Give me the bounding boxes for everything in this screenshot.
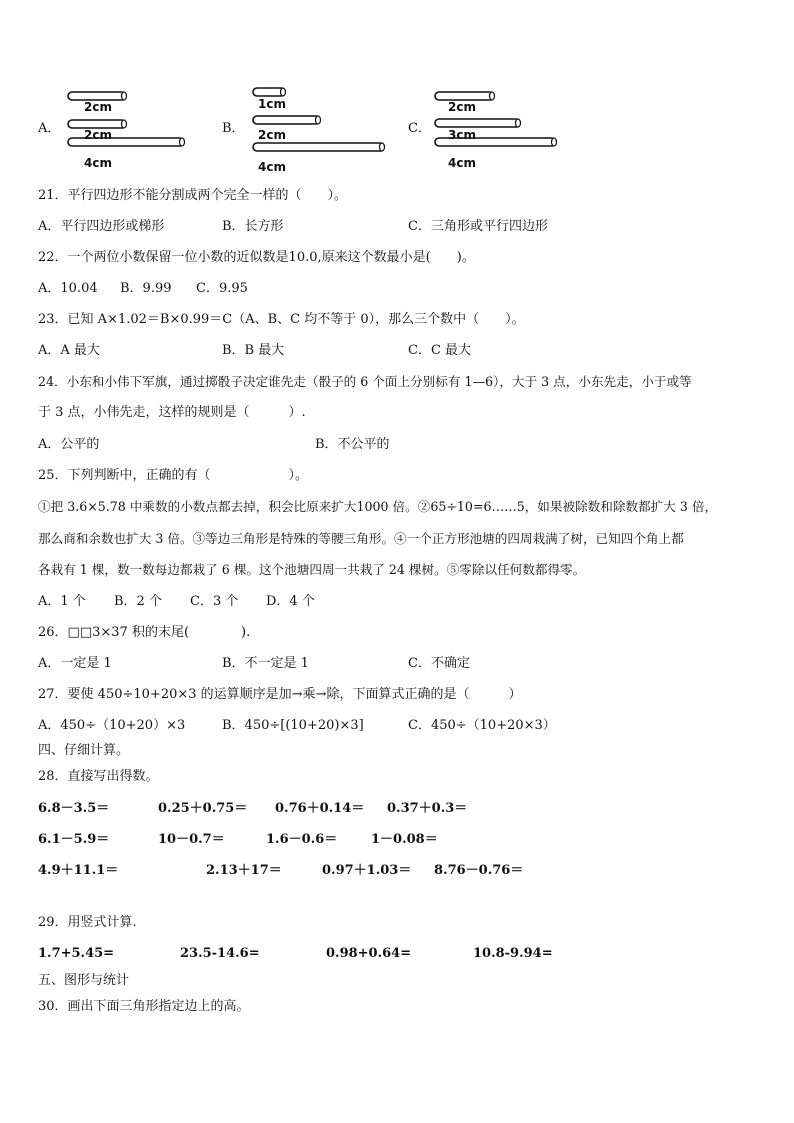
rod-a-label-3: 4cm xyxy=(84,156,112,170)
q29-item-2: 23.5-14.6= xyxy=(180,946,260,961)
q28-r2-c4: 1－0.08＝ xyxy=(371,832,438,847)
rod-a-label-2: 2cm xyxy=(84,128,112,142)
rod-b-1 xyxy=(253,88,286,96)
q25-option-b[interactable]: B．2 个 xyxy=(114,594,162,609)
q22-option-c[interactable]: C．9.95 xyxy=(196,281,248,296)
q28-r1-c3: 0.76＋0.14＝ xyxy=(275,801,365,816)
q27-option-b[interactable]: B．450÷[(10+20)×3] xyxy=(222,718,364,733)
rod-option-c-letter[interactable]: C． xyxy=(408,121,431,136)
rod-a-1 xyxy=(68,92,127,100)
q26-option-b[interactable]: B．不一定是 1 xyxy=(222,656,309,671)
q24-stem-line1: 24．小东和小伟下军旗，通过掷骰子决定谁先走（骰子的 6 个面上分别标有 1—6），大于 3 点，小东先走，小于或等 xyxy=(38,374,692,389)
q25-option-d[interactable]: D．4 个 xyxy=(266,594,315,609)
q28-stem: 28．直接写出得数。 xyxy=(38,769,159,784)
q27-option-c[interactable]: C．450÷（10+20×3） xyxy=(408,718,556,733)
rod-b-label-3: 4cm xyxy=(258,160,286,174)
q28-r3-c4: 8.76－0.76＝ xyxy=(434,863,524,878)
q22-option-b[interactable]: B．9.99 xyxy=(120,281,172,296)
q28-r2-c3: 1.6－0.6＝ xyxy=(266,832,338,847)
q27-stem: 27．要使 450÷10+20×3 的运算顺序是加→乘→除，下面算式正确的是（ ） xyxy=(38,687,522,702)
rod-c-2 xyxy=(435,119,521,127)
q26-option-a[interactable]: A．一定是 1 xyxy=(38,656,112,671)
section-4-heading: 四、仔细计算。 xyxy=(38,743,130,758)
q28-r1-c4: 0.37＋0.3＝ xyxy=(387,801,468,816)
q29-stem: 29．用竖式计算. xyxy=(38,915,137,930)
rod-a-label-1: 2cm xyxy=(84,100,112,114)
q24-option-a[interactable]: A．公平的 xyxy=(38,437,100,452)
q29-item-3: 0.98+0.64= xyxy=(326,946,412,961)
rod-option-a-letter[interactable]: A． xyxy=(38,121,61,136)
q28-r3-c2: 2.13＋17＝ xyxy=(206,863,282,878)
rod-b-3 xyxy=(253,143,385,151)
q27-option-a[interactable]: A．450÷（10+20）×3 xyxy=(38,718,186,733)
rod-figures xyxy=(0,0,794,180)
q21-stem: 21．平行四边形不能分割成两个完全一样的（ ）。 xyxy=(38,188,348,203)
q28-r1-c1: 6.8－3.5＝ xyxy=(38,801,110,816)
q26-stem: 26．□□3×37 积的末尾( ). xyxy=(38,625,251,640)
q21-option-c[interactable]: C．三角形或平行四边形 xyxy=(408,219,548,234)
q23-option-b[interactable]: B．B 最大 xyxy=(222,343,285,358)
rod-c-label-1: 2cm xyxy=(448,100,476,114)
q25-option-a[interactable]: A．1 个 xyxy=(38,594,86,609)
q24-stem-line2: 于 3 点，小伟先走，这样的规则是（ ）. xyxy=(38,405,306,420)
q25-body-line1: ①把 3.6×5.78 中乘数的小数点都去掉，积会比原来扩大1000 倍。②65÷10=6……5，如果被除数和除数都扩大 3 倍， xyxy=(38,499,718,514)
rod-option-b-letter[interactable]: B． xyxy=(222,121,245,136)
q22-stem: 22．一个两位小数保留一位小数的近似数是10.0,原来这个数最小是( )。 xyxy=(38,250,475,265)
q28-r3-c1: 4.9＋11.1＝ xyxy=(38,863,119,878)
section-5-heading: 五、图形与统计 xyxy=(38,973,130,988)
q21-option-b[interactable]: B．长方形 xyxy=(222,219,284,234)
q26-option-c[interactable]: C．不确定 xyxy=(408,656,470,671)
q25-body-line3: 各栽有 1 棵，数一数每边都栽了 6 棵。这个池塘四周一共栽了 24 棵树。⑤零除以任何数都得零。 xyxy=(38,562,586,577)
q25-stem: 25．下列判断中，正确的有（ ）。 xyxy=(38,468,309,483)
q22-option-a[interactable]: A．10.04 xyxy=(38,281,98,296)
q23-option-a[interactable]: A．A 最大 xyxy=(38,343,100,358)
rod-a-2 xyxy=(68,120,127,128)
rod-c-1 xyxy=(435,92,495,100)
q30-stem: 30．画出下面三角形指定边上的高。 xyxy=(38,999,250,1014)
q24-option-b[interactable]: B．不公平的 xyxy=(315,437,390,452)
rod-b-2 xyxy=(253,116,321,124)
q29-item-4: 10.8-9.94= xyxy=(473,946,553,961)
q21-option-a[interactable]: A．平行四边形或梯形 xyxy=(38,219,165,234)
q28-r2-c1: 6.1－5.9＝ xyxy=(38,832,110,847)
rod-c-label-3: 4cm xyxy=(448,156,476,170)
rod-c-label-2: 3cm xyxy=(448,128,476,142)
rod-b-label-2: 2cm xyxy=(258,128,286,142)
q28-r3-c3: 0.97＋1.03＝ xyxy=(322,863,412,878)
q29-item-1: 1.7+5.45= xyxy=(38,946,115,961)
q28-r1-c2: 0.25＋0.75＝ xyxy=(158,801,248,816)
q23-stem: 23．已知 A×1.02＝B×0.99＝C（A、B、C 均不等于 0），那么三个数中（ ）。 xyxy=(38,312,525,327)
q25-option-c[interactable]: C．3 个 xyxy=(190,594,239,609)
q25-body-line2: 那么商和余数也扩大 3 倍。③等边三角形是特殊的等腰三角形。④一个正方形池塘的四周栽满了树，已知四个角上都 xyxy=(38,531,684,546)
rod-b-label-1: 1cm xyxy=(258,97,286,111)
q23-option-c[interactable]: C．C 最大 xyxy=(408,343,472,358)
q28-r2-c2: 10－0.7＝ xyxy=(158,832,225,847)
